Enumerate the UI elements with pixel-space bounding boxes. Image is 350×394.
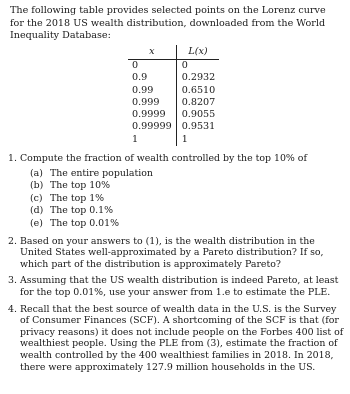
subquestion-c xyxy=(30,193,344,206)
subquestion-label: (a) xyxy=(30,167,43,179)
table-cell-x: 0.99 xyxy=(128,85,176,97)
table-cell-lx: 0 xyxy=(181,60,188,71)
table-row xyxy=(128,97,219,109)
table-row xyxy=(128,134,219,146)
subquestion-b xyxy=(30,180,344,193)
question-text: Recall that the best source of wealth data in the U.S. is the Survey of Consumer Finances (SCF). A shortcoming of the SCF is that (for privacy reasons) it does not include people on the Forbes 400 list of wealthiest people. Using the PLE from (3), estimate the fraction of wealth controlled by the 400 wealthiest families in 2018. In 2018, there were approximately 127.9 million households in the US. xyxy=(20,303,344,373)
intro-paragraph: The following table provides selected points on the Lorenz curve for the 2018 US wealth distribution, downloaded from the World Inequality Database: xyxy=(10,5,326,41)
question-list xyxy=(8,153,344,378)
subquestion-text: The top 1% xyxy=(50,192,105,204)
question-text: Based on your answers to (1), is the wealth distribution in the United States well-approximated by a Pareto distribution? If so, which part of the distribution is approximately Pareto? xyxy=(20,235,324,270)
question-number: 1. xyxy=(8,153,17,164)
subquestion-label: (c) xyxy=(30,192,43,204)
table-row xyxy=(128,85,219,97)
question-1 xyxy=(8,153,344,231)
table-header-row xyxy=(128,45,219,60)
table-cell-lx: 0.2932 xyxy=(181,72,216,84)
question-3 xyxy=(8,275,344,298)
lorenz-table xyxy=(128,45,219,146)
table-row xyxy=(128,121,219,133)
question-4 xyxy=(8,304,344,374)
table-cell-x: 0.99999 xyxy=(128,121,176,133)
table-row xyxy=(128,72,219,84)
subquestion-d xyxy=(30,205,344,218)
table-cell-lx: 0.6510 xyxy=(181,84,216,96)
table-cell-x: 1 xyxy=(128,134,176,146)
subquestion-label: (b) xyxy=(30,180,44,192)
table-cell-lx: 0.9055 xyxy=(181,109,216,121)
subquestion-text: The top 10% xyxy=(50,180,111,192)
table-cell-x: 0.9999 xyxy=(128,109,176,121)
column-header-lx: L(x) xyxy=(176,45,219,60)
question-text: Compute the fraction of wealth controlled by the top 10% of xyxy=(20,153,307,164)
column-header-x: x xyxy=(128,45,176,60)
subquestion-text: The top 0.1% xyxy=(50,205,114,217)
subquestion-list xyxy=(20,168,344,231)
question-number: 4. xyxy=(8,303,17,315)
subquestion-label: (e) xyxy=(30,217,43,229)
table-cell-x: 0 xyxy=(128,60,176,73)
table-cell-lx: 0.9531 xyxy=(181,121,216,133)
table-row xyxy=(128,60,219,73)
subquestion-a xyxy=(30,168,344,181)
subquestion-label: (d) xyxy=(30,205,44,217)
subquestion-text: The entire population xyxy=(50,167,153,179)
table-cell-lx: 1 xyxy=(181,133,188,145)
question-text: Assuming that the US wealth distribution is indeed Pareto, at least for the top 0.01%, use your answer from 1.e to estimate the PLE. xyxy=(20,275,339,298)
question-2 xyxy=(8,236,344,271)
table-cell-lx: 0.8207 xyxy=(181,96,216,108)
question-number: 3. xyxy=(8,275,17,287)
table-cell-x: 0.9 xyxy=(128,72,176,84)
table-cell-x: 0.999 xyxy=(128,97,176,109)
subquestion-e xyxy=(30,218,344,231)
question-number: 2. xyxy=(8,235,17,247)
subquestion-text: The top 0.01% xyxy=(50,217,119,229)
table-row xyxy=(128,109,219,121)
